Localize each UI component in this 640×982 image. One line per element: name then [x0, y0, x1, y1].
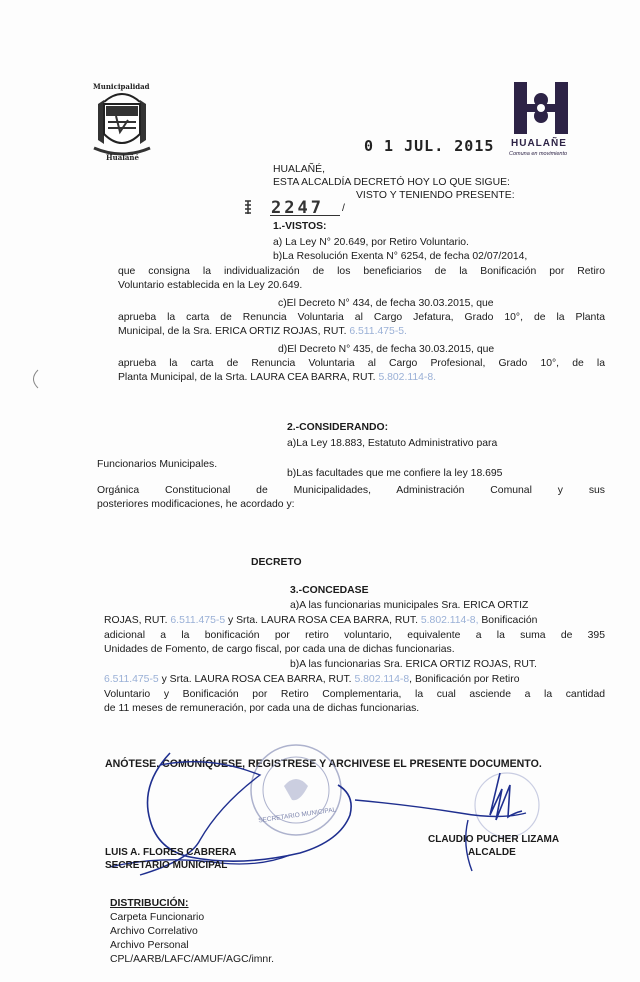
seal-top-text: Municipalidad	[93, 82, 150, 91]
city-line: HUALAÑÉ,	[273, 164, 325, 175]
date-stamp: 0 1 JUL. 2015	[364, 137, 495, 155]
distribution-item: CPL/AARB/LAFC/AMUF/AGC/imnr.	[110, 954, 274, 965]
hualane-logo	[510, 80, 572, 136]
vistos-title: 1.-VISTOS:	[273, 221, 327, 232]
concedase-b2-rut2: 5.802.114-8	[354, 674, 410, 685]
vistos-d2: aprueba la carta de Renuncia Voluntaria al Cargo Profesional, Grado 10°, de la	[118, 358, 605, 369]
concedase-a2-mid: y Srta. LAURA ROSA CEA BARRA, RUT.	[228, 615, 418, 626]
distribution-list	[110, 911, 274, 967]
vistos-d3	[118, 371, 436, 385]
closing-text: ANÓTESE, COMUNÍQUESE, REGISTRESE Y ARCHIVESE EL PRESENTE DOCUMENTO.	[105, 758, 542, 770]
concedase-b1: b)A las funcionarias Sra. ERICA ORTIZ ROJAS, RUT.	[290, 659, 537, 670]
vistos-c3-text: Municipal, de la Sra. ERICA ORTIZ ROJAS, RUT.	[118, 326, 347, 337]
vistos-a: a) La Ley N° 20.649, por Retiro Voluntario.	[273, 237, 469, 248]
concedase-a3: adicional a la bonificación por retiro voluntario, equivalente a la suma de 395	[104, 630, 605, 641]
considerando-b1: b)Las facultades que me confiere la ley 18.695	[287, 468, 503, 479]
distribution-item: Archivo Correlativo	[110, 926, 198, 937]
concedase-b2-end: , Bonificación por Retiro	[409, 674, 520, 685]
vistos-b3: Voluntario establecida en la Ley 20.649.	[118, 280, 303, 291]
vistos-c3-rut: 6.511.475-5.	[349, 326, 407, 337]
decree-number-underline	[270, 215, 340, 216]
considerando-a1: a)La Ley 18.883, Estatuto Administrativo para	[287, 438, 498, 449]
considerando-title: 2.-CONSIDERANDO:	[287, 422, 389, 433]
concedase-a2-rut2: 5.802.114-8,	[420, 615, 479, 626]
vistos-c3	[118, 325, 407, 339]
vistos-d3-text: Planta Municipal, de la Srta. LAURA CEA BARRA, RUT.	[118, 372, 376, 383]
vistos-d3-rut: 5.802.114-8.	[378, 372, 437, 383]
distribution-item: Archivo Personal	[110, 940, 189, 951]
concedase-a2	[104, 614, 537, 628]
concedase-b3: Voluntario y Bonificación por Retiro Complementaria, la cual asciende a la cantidad	[104, 689, 605, 700]
logo-name: HUALAÑE	[511, 138, 567, 149]
concedase-title: 3.-CONCEDASE	[290, 585, 369, 596]
distribution-item: Carpeta Funcionario	[110, 912, 205, 923]
stamp-text: SECRETARIO MUNICIPAL	[257, 806, 337, 825]
municipal-seal	[90, 82, 154, 164]
concedase-a1: a)A las funcionarias municipales Sra. ERICA ORTIZ	[290, 600, 529, 611]
intro-line-2: VISTO Y TENIENDO PRESENTE:	[356, 190, 515, 201]
intro-line-1: ESTA ALCALDÍA DECRETÓ HOY LO QUE SIGUE:	[273, 177, 510, 188]
decreto-title: DECRETO	[251, 557, 302, 568]
logo-tagline: Comuna en movimiento	[509, 151, 568, 157]
concedase-b2-mid: y Srta. LAURA ROSA CEA BARRA, RUT.	[161, 674, 352, 685]
seal-bottom-text: Hualañé	[106, 153, 139, 162]
decree-slash: /	[342, 203, 345, 214]
considerando-b3: posteriores modificaciones, he acordado y:	[97, 499, 295, 510]
mayor-name: CLAUDIO PUCHER LIZAMA	[428, 834, 560, 845]
concedase-a4: Unidades de Fomento, de cargo fiscal, por cada una de dichas funcionarias.	[104, 644, 455, 655]
considerando-a2: Funcionarios Municipales.	[97, 459, 218, 470]
concedase-a2-start: ROJAS, RUT.	[104, 615, 168, 626]
decree-number: 2247	[271, 198, 324, 218]
concedase-b2	[104, 673, 519, 687]
secretary-name: LUIS A. FLORES CABRERA	[105, 847, 237, 858]
punch-hole-mark	[28, 368, 40, 390]
vistos-c1: c)El Decreto N° 434, de fecha 30.03.2015, que	[278, 298, 494, 309]
concedase-b4: de 11 meses de remuneración, por cada una de dichas funcionarias.	[104, 703, 420, 714]
concedase-a2-end: Bonificación	[481, 615, 538, 626]
vistos-b2: que consigna la individualización de los beneficiarios de la Bonificación por Retiro	[118, 266, 605, 277]
secretary-title: SECRETARIO MUNICIPAL	[105, 860, 228, 871]
concedase-b2-rut1: 6.511.475-5	[104, 674, 159, 685]
stamp-mark	[244, 200, 252, 216]
vistos-d1: d)El Decreto N° 435, de fecha 30.03.2015, que	[278, 344, 495, 355]
vistos-c2: aprueba la carta de Renuncia Voluntaria al Cargo Jefatura, Grado 10°, de la Planta	[118, 312, 605, 323]
mayor-title: ALCALDE	[468, 847, 516, 858]
vistos-b1: b)La Resolución Exenta N° 6254, de fecha 02/07/2014,	[273, 251, 528, 262]
considerando-b2: Orgánica Constitucional de Municipalidades, Administración Comunal y sus	[97, 485, 605, 496]
concedase-a2-rut1: 6.511.475-5	[170, 615, 226, 626]
distribution-title: DISTRIBUCIÓN:	[110, 898, 189, 909]
